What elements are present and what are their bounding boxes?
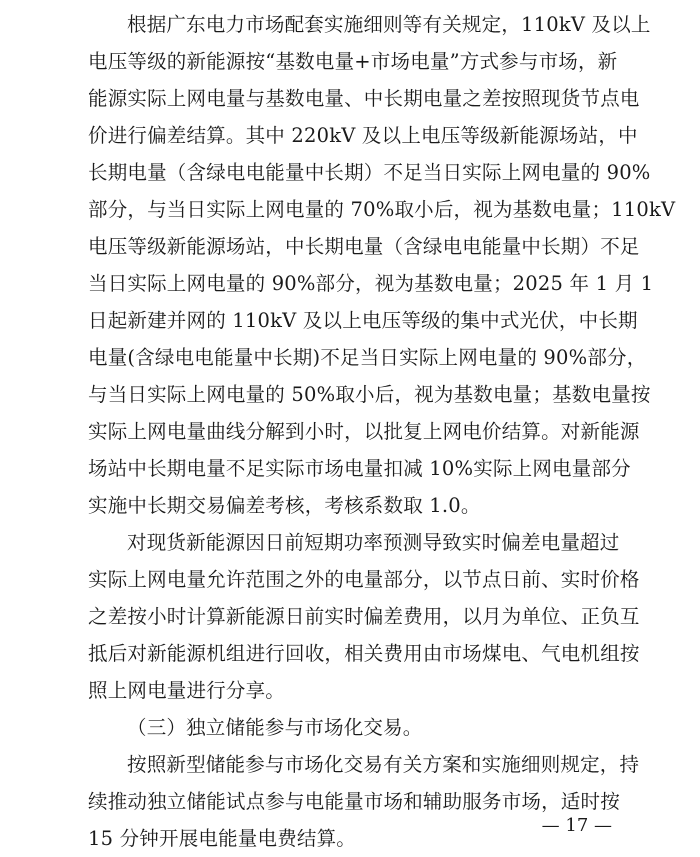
section-heading: （三）独立储能参与市场化交易。	[127, 716, 423, 739]
paragraph-1	[88, 6, 676, 524]
text-line: 按照新型储能参与市场化交易有关方案和实施细则规定，持	[127, 753, 640, 776]
text-line: 对现货新能源因日前短期功率预测导致实时偏差电量超过	[127, 531, 620, 554]
text-line: 实施中长期交易偏差考核，考核系数取 1.0。	[88, 494, 481, 517]
page-number: — 17 —	[541, 815, 612, 836]
text-line: 实际上网电量允许范围之外的电量部分，以节点日前、实时价格	[88, 568, 640, 591]
text-line: 实际上网电量曲线分解到小时，以批复上网电价结算。对新能源	[88, 420, 640, 443]
text-line: 15 分钟开展电能量电费结算。	[88, 827, 357, 850]
text-line: 部分，与当日实际上网电量的 70%取小后，视为基数电量；110kV	[88, 198, 676, 221]
text-line: 之差按小时计算新能源日前实时偏差费用，以月为单位、正负互	[88, 605, 640, 628]
text-line: 与当日实际上网电量的 50%取小后，视为基数电量；基数电量按	[88, 383, 651, 406]
document-body	[88, 6, 676, 857]
text-line: 能源实际上网电量与基数电量、中长期电量之差按照现货节点电	[88, 87, 640, 110]
text-line: 抵后对新能源机组进行回收，相关费用由市场煤电、气电机组按	[88, 642, 640, 665]
text-line: 价进行偏差结算。其中 220kV 及以上电压等级新能源场站，中	[88, 124, 638, 147]
text-line: 日起新建并网的 110kV 及以上电压等级的集中式光伏，中长期	[88, 309, 638, 332]
text-line: 场站中长期电量不足实际市场电量扣减 10%实际上网电量部分	[88, 457, 631, 480]
text-line: 根据广东电力市场配套实施细则等有关规定，110kV 及以上	[127, 13, 651, 36]
text-line: 照上网电量进行分享。	[88, 679, 286, 702]
text-line: 长期电量（含绿电电能量中长期）不足当日实际上网电量的 90%	[88, 161, 651, 184]
text-line: 续推动独立储能试点参与电能量市场和辅助服务市场，适时按	[88, 790, 620, 813]
text-line: 当日实际上网电量的 90%部分，视为基数电量；2025 年 1 月 1	[88, 272, 654, 295]
text-line: 电量(含绿电电能量中长期)不足当日实际上网电量的 90%部分，	[88, 346, 647, 369]
paragraph-2	[88, 524, 640, 709]
text-line: 电压等级的新能源按“基数电量+市场电量”方式参与市场，新	[88, 50, 618, 73]
paragraph-3	[88, 746, 640, 857]
text-line: 电压等级新能源场站，中长期电量（含绿电电能量中长期）不足	[88, 235, 640, 258]
